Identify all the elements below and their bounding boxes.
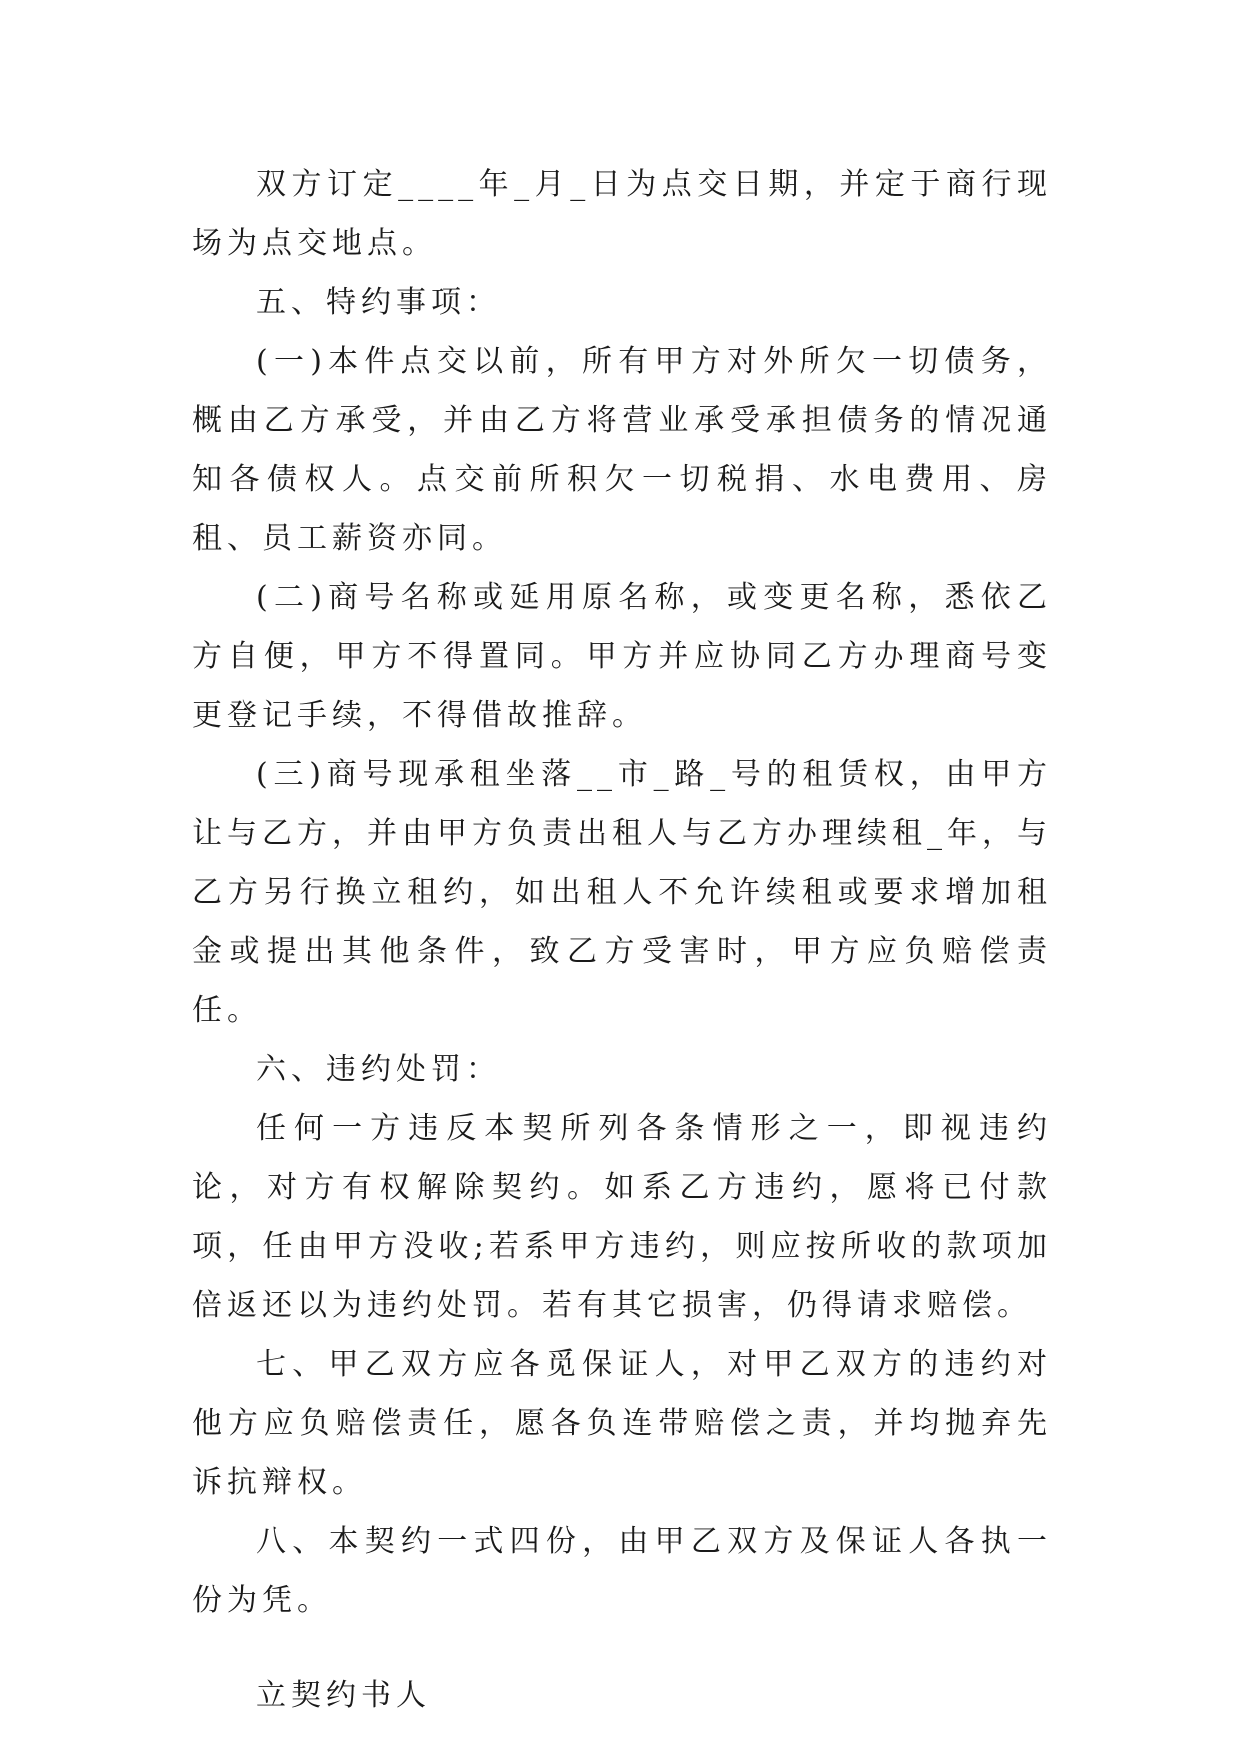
paragraph-term-1-debts: (一)本件点交以前，所有甲方对外所欠一切债务，概由乙方承受，并由乙方将营业承受承担债务的情况通知各债权人。点交前所积欠一切税捐、水电费用、房租、员工薪资亦同。 [192, 344, 1052, 556]
document-body [192, 155, 1052, 1725]
paragraph-breach-penalty: 任何一方违反本契所列各条情形之一，即视违约论，对方有权解除契约。如系乙方违约，愿将已付款项，任由甲方没收;若系甲方违约，则应按所收的款项加倍返还以为违约处罚。若有其它损害，仍得请求赔偿。 [192, 1111, 1052, 1323]
paragraph-term-3-lease: (三)商号现承租坐落__市_路_号的租赁权，由甲方让与乙方，并由甲方负责出租人与乙方办理续租_年，与乙方另行换立租约，如出租人不允许续租或要求增加租金或提出其他条件，致乙方受害时，甲方应负赔偿责任。 [192, 757, 1052, 1028]
section-heading-breach-penalty: 六、违约处罚： [256, 1052, 501, 1087]
paragraph-term-2-trade-name: (二)商号名称或延用原名称，或变更名称，悉依乙方自便，甲方不得置同。甲方并应协同乙方办理商号变更登记手续，不得借故推辞。 [192, 580, 1052, 733]
paragraph-guarantors: 七、甲乙双方应各觅保证人，对甲乙双方的违约对他方应负赔偿责任，愿各负连带赔偿之责，并均抛弃先诉抗辩权。 [192, 1347, 1052, 1500]
section-heading-special-terms: 五、特约事项： [256, 285, 501, 320]
paragraph-copies: 八、本契约一式四份，由甲乙双方及保证人各执一份为凭。 [192, 1524, 1052, 1618]
paragraph-handover-date: 双方订定____年_月_日为点交日期，并定于商行现场为点交地点。 [192, 167, 1052, 261]
signature-label: 立契约书人 [256, 1678, 431, 1713]
